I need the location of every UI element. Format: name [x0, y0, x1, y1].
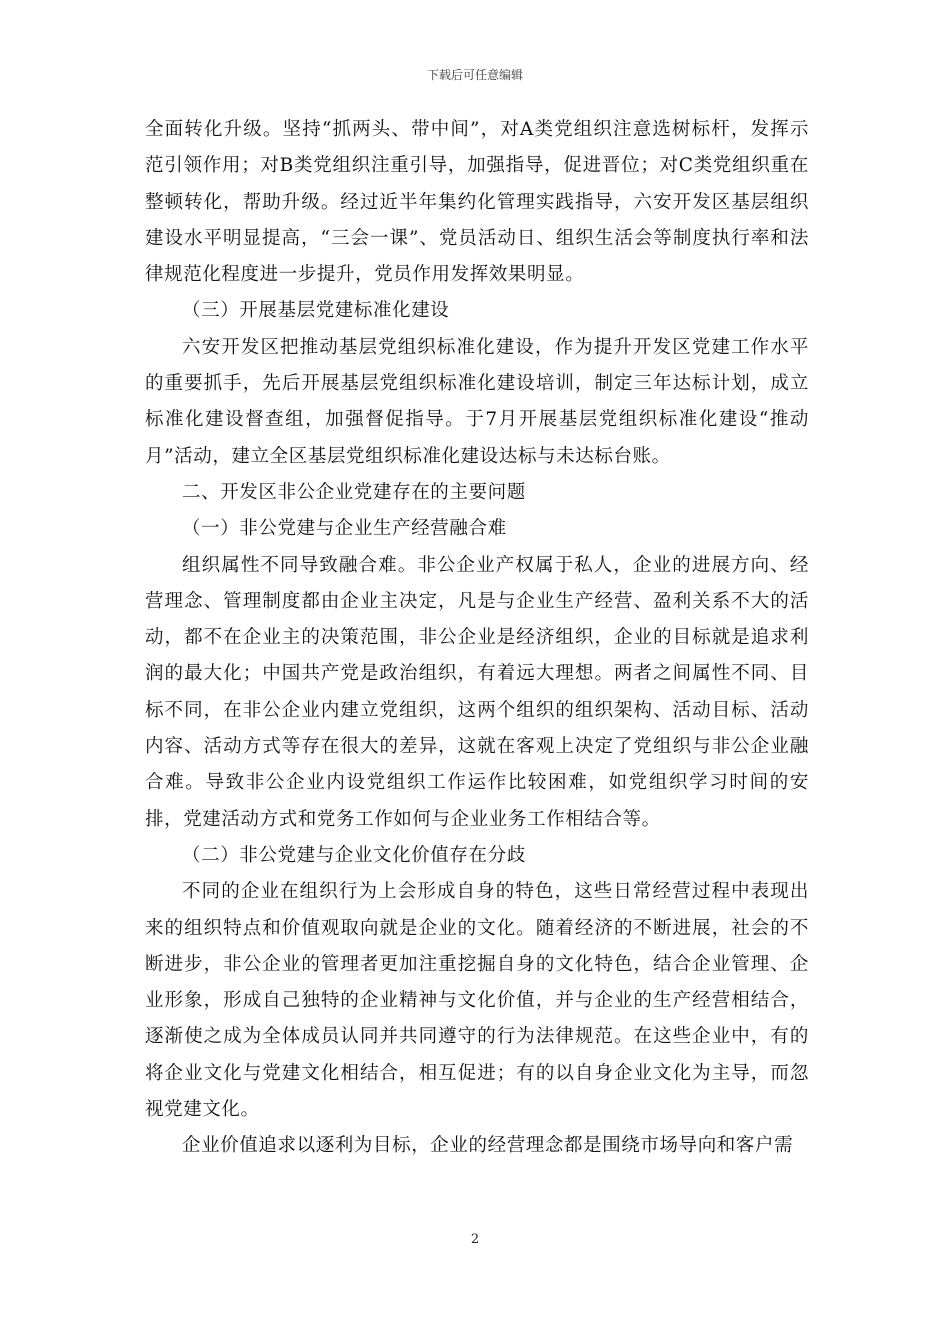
page-header: 下载后可任意编辑 [426, 68, 523, 82]
section-heading-1: （一）非公党建与企业生产经营融合难 [182, 518, 507, 540]
paragraph-integration: 组织属性不同导致融合难。非公企业产权属于私人，企业的进展方向、经营理念、管理制度都由企业主决定，凡是与企业生产经营、盈利关系不大的活动，都不在企业主的决策范围，非公企业是经济组织，企业的目标就是追求利润的最大化；中国共产党是政治组织，有着远大理想。两者之间属性不同、目标不同，在非公企业内建立党组织，这两个组织的组织架构、活动目标、活动内容、活动方式等存在很大的差异，这就在客观上决定了党组织与非公企业融合难。导致非公企业内设党组织工作运作比较困难，如党组织学习时间的安排，党建活动方式和党务工作如何与企业业务工作相结合等。 [145, 554, 809, 830]
paragraph-standardization: 六安开发区把推动基层党组织标准化建设，作为提升开发区党建工作水平的重要抓手，先后开展基层党组织标准化建设培训，制定三年达标计划，成立标准化建设督查组，加强督促指导。于7月开展基层党组织标准化建设“推动月”活动，建立全区基层党组织标准化建设达标与未达标台账。 [145, 336, 809, 467]
paragraph-continuation: 全面转化升级。坚持“抓两头、带中间”，对A类党组织注意选树标杆，发挥示范引领作用；对B类党组织注重引导，加强指导，促进晋位；对C类党组织重在整顿转化，帮助升级。经过近半年集约化管理实践指导，六安开发区基层组织建设水平明显提高，“三会一课”、党员活动日、组织生活会等制度执行率和法律规范化程度进一步提升，党员作用发挥效果明显。 [145, 119, 809, 286]
document-body [145, 112, 809, 1165]
section-heading-3: （三）开展基层党建标准化建设 [182, 300, 450, 322]
chapter-heading-2: 二、开发区非公企业党建存在的主要问题 [182, 481, 526, 503]
paragraph-value-pursuit: 企业价值追求以逐利为目标，企业的经营理念都是围绕市场导向和客户需 [182, 1135, 794, 1157]
paragraph-culture: 不同的企业在组织行为上会形成自身的特色，这些日常经营过程中表现出来的组织特点和价值观取向就是企业的文化。随着经济的不断进展，社会的不断进步，非公企业的管理者更加注重挖掘自身的文化特色，结合企业管理、企业形象，形成自己独特的企业精神与文化价值，并与企业的生产经营相结合，逐渐使之成为全体成员认同并共同遵守的行为法律规范。在这些企业中，有的将企业文化与党建文化相结合，相互促进；有的以自身企业文化为主导，而忽视党建文化。 [145, 881, 809, 1121]
page-number: 2 [470, 1232, 480, 1247]
section-heading-2: （二）非公党建与企业文化价值存在分歧 [182, 844, 526, 866]
